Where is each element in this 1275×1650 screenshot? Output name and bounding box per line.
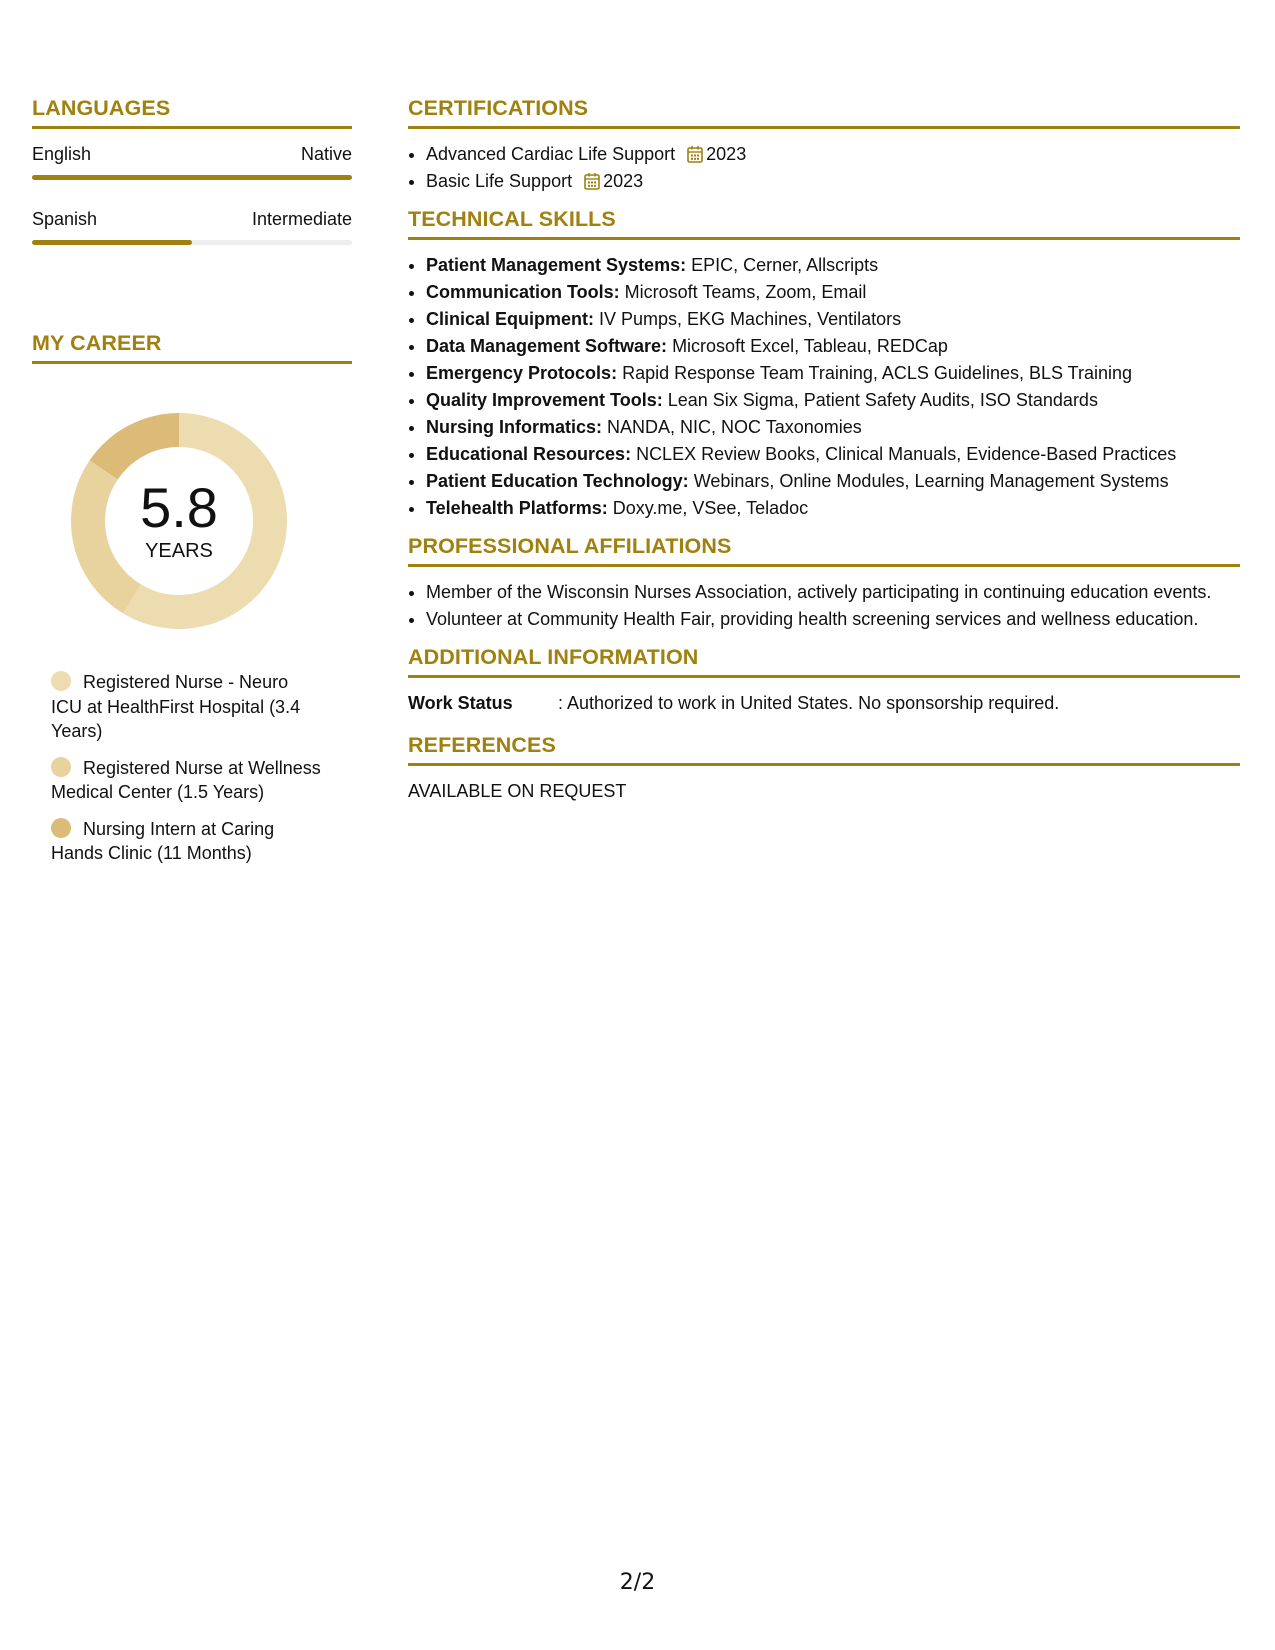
career-legend-item: [51, 817, 321, 866]
certifications-title: CERTIFICATIONS: [408, 94, 1240, 129]
career-section: [32, 329, 352, 866]
career-total-years: 5.8: [140, 476, 218, 539]
skill-item: [426, 306, 1240, 333]
affiliations-section: [408, 532, 1240, 633]
skill-label: Educational Resources:: [426, 444, 632, 464]
career-legend-label: Registered Nurse at Wellness Medical Center (1.5 Years): [51, 757, 321, 802]
technical-skills-list: [408, 252, 1240, 522]
calendar-icon: [584, 172, 600, 190]
skill-value: Webinars, Online Modules, Learning Management Systems: [688, 471, 1169, 491]
skill-value: IV Pumps, EKG Machines, Ventilators: [594, 309, 902, 329]
additional-info-section: [408, 643, 1240, 717]
references-title: REFERENCES: [408, 731, 1240, 766]
affiliation-item: • Volunteer at Community Health Fair, providing health screening services and wellness education.: [426, 606, 1240, 633]
references-text: AVAILABLE ON REQUEST: [408, 781, 627, 801]
skill-value: Microsoft Teams, Zoom, Email: [619, 282, 867, 302]
career-legend-item: [51, 670, 321, 744]
references-section: [408, 731, 1240, 805]
career-legend: [51, 670, 321, 866]
skill-value: Microsoft Excel, Tableau, REDCap: [667, 336, 948, 356]
work-status-label: Work Status: [408, 693, 513, 713]
technical-skills-title: TECHNICAL SKILLS: [408, 205, 1240, 240]
skill-value: Rapid Response Team Training, ACLS Guidelines, BLS Training: [617, 363, 1133, 383]
skill-value: Lean Six Sigma, Patient Safety Audits, ISO Standards: [662, 390, 1098, 410]
language-proficiency-fill: [32, 240, 192, 245]
skill-label: Communication Tools:: [426, 282, 620, 302]
certification-item: [426, 168, 1240, 195]
affiliations-list: [408, 579, 1240, 633]
language-name: English: [32, 144, 92, 164]
skill-item: [426, 414, 1240, 441]
language-item: [32, 141, 352, 180]
skill-item: [426, 279, 1240, 306]
additional-info-title: ADDITIONAL INFORMATION: [408, 643, 1240, 678]
language-proficiency-bar: [32, 240, 352, 245]
certification-name: Basic Life Support: [426, 171, 573, 191]
affiliation-item: • Member of the Wisconsin Nurses Association, actively participating in continuing education events.: [426, 579, 1240, 606]
language-item: [32, 206, 352, 245]
technical-skills-section: [408, 205, 1240, 522]
skill-item: [426, 495, 1240, 522]
career-legend-label: Registered Nurse - Neuro ICU at HealthFirst Hospital (3.4 Years): [51, 672, 301, 741]
language-level: Intermediate: [251, 209, 352, 229]
skill-value: EPIC, Cerner, Allscripts: [686, 255, 879, 275]
certification-name: Advanced Cardiac Life Support: [426, 144, 676, 164]
affiliations-title: PROFESSIONAL AFFILIATIONS: [408, 532, 1240, 567]
languages-section: [32, 94, 352, 245]
work-status-value: : Authorized to work in United States. No sponsorship required.: [558, 693, 1060, 713]
certification-item: [426, 141, 1240, 168]
skill-label: Quality Improvement Tools:: [426, 390, 663, 410]
page-number: 2/2: [619, 1570, 656, 1595]
career-total-unit: YEARS: [145, 540, 213, 562]
skill-item: [426, 360, 1240, 387]
skill-label: Telehealth Platforms:: [426, 498, 608, 518]
skill-label: Patient Management Systems:: [426, 255, 687, 275]
donut-center: [66, 408, 292, 634]
work-status-row: [408, 690, 1240, 717]
career-donut-chart: [66, 408, 292, 634]
skill-label: Clinical Equipment:: [426, 309, 595, 329]
certifications-section: [408, 94, 1240, 195]
left-column: [32, 94, 352, 878]
skill-item: [426, 252, 1240, 279]
language-name: Spanish: [32, 209, 98, 229]
career-title: MY CAREER: [32, 329, 352, 364]
career-legend-item: [51, 756, 321, 805]
legend-dot-icon: [51, 757, 71, 777]
skill-item: [426, 333, 1240, 360]
language-level: Native: [300, 144, 352, 164]
certifications-list: [408, 141, 1240, 195]
skill-value: NANDA, NIC, NOC Taxonomies: [602, 417, 862, 437]
skill-label: Nursing Informatics:: [426, 417, 603, 437]
skill-label: Emergency Protocols:: [426, 363, 618, 383]
certification-date: [687, 144, 746, 164]
career-legend-label: Nursing Intern at Caring Hands Clinic (11 Months): [51, 818, 275, 863]
skill-value: Doxy.me, VSee, Teladoc: [607, 498, 809, 518]
legend-dot-icon: [51, 818, 71, 838]
certification-year: 2023: [603, 171, 644, 191]
language-proficiency-fill: [32, 175, 352, 180]
skill-item: [426, 468, 1240, 495]
skill-label: Patient Education Technology:: [426, 471, 689, 491]
skill-item: [426, 441, 1240, 468]
calendar-icon: [687, 145, 703, 163]
right-column: [408, 94, 1240, 811]
skill-label: Data Management Software:: [426, 336, 668, 356]
certification-date: [584, 171, 643, 191]
certification-year: 2023: [706, 144, 747, 164]
skill-item: [426, 387, 1240, 414]
languages-title: LANGUAGES: [32, 94, 352, 129]
legend-dot-icon: [51, 671, 71, 691]
skill-value: NCLEX Review Books, Clinical Manuals, Evidence-Based Practices: [631, 444, 1177, 464]
language-proficiency-bar: [32, 175, 352, 180]
